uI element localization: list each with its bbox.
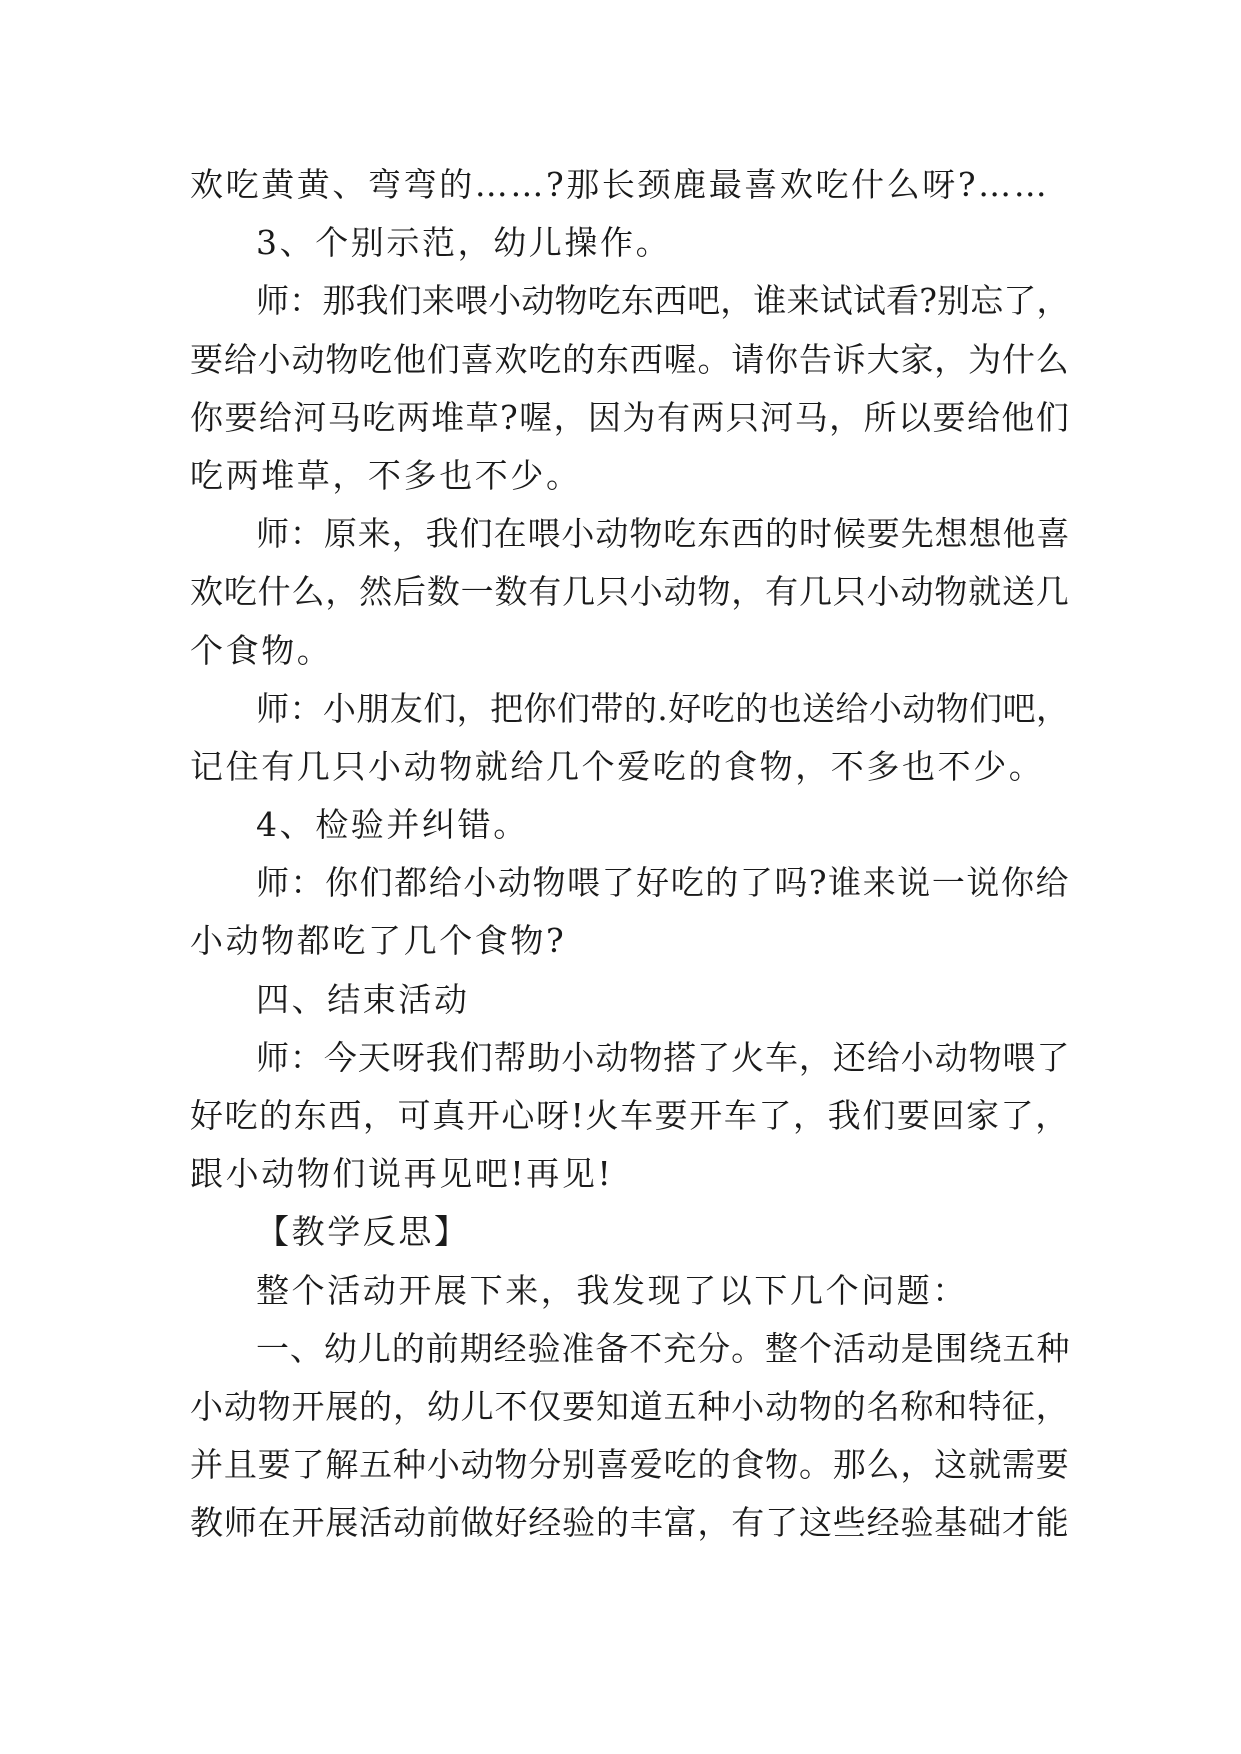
text-line-9: 个食物。: [190, 630, 333, 670]
text-line-21: 一、幼儿的前期经验准备不充分。整个活动是围绕五种: [256, 1328, 1071, 1368]
body-text: [190, 156, 1070, 1553]
text-line-14: 小动物都吃了几个食物?: [190, 921, 567, 961]
text-line-18: 跟小动物们说再见吧!再见!: [190, 1154, 614, 1194]
text-line-7: 师：原来，我们在喂小动物吃东西的时候要先想想他喜: [256, 514, 1071, 554]
text-line-5: 你要给河马吃两堆草?喔，因为有两只河马，所以要给他们: [190, 397, 1071, 437]
text-line-13: 师：你们都给小动物喂了好吃的了吗?谁来说一说你给: [256, 863, 1071, 903]
text-line-8: 欢吃什么，然后数一数有几只小动物，有几只小动物就送几: [190, 572, 1070, 612]
text-line-2: 3、个别示范，幼儿操作。: [256, 223, 672, 263]
text-line-4: 要给小动物吃他们喜欢吃的东西喔。请你告诉大家，为什么: [190, 339, 1070, 379]
text-line-20: 整个活动开展下来，我发现了以下几个问题：: [256, 1270, 968, 1310]
text-line-11: 记住有几只小动物就给几个爱吃的食物，不多也不少。: [190, 746, 1045, 786]
text-line-10: 师：小朋友们，把你们带的.好吃的也送给小动物们吧，: [256, 688, 1070, 728]
text-line-24: 教师在开展活动前做好经验的丰富，有了这些经验基础才能: [190, 1503, 1070, 1543]
text-line-6: 吃两堆草，不多也不少。: [190, 455, 582, 495]
text-line-3: 师：那我们来喂小动物吃东西吧，谁来试试看?别忘了，: [256, 281, 1070, 321]
section-heading-reflection: 【教学反思】: [256, 1212, 470, 1252]
text-line-16: 师：今天呀我们帮助小动物搭了火车，还给小动物喂了: [256, 1037, 1071, 1077]
text-line-12: 4、检验并纠错。: [256, 805, 529, 845]
text-line-17: 好吃的东西，可真开心呀!火车要开车了，我们要回家了，: [190, 1096, 1070, 1135]
text-line-23: 并且要了解五种小动物分别喜爱吃的食物。那么，这就需要: [190, 1445, 1070, 1485]
text-line-1: 欢吃黄黄、弯弯的……?那长颈鹿最喜欢吃什么呀?……: [190, 165, 1050, 204]
text-line-22: 小动物开展的，幼儿不仅要知道五种小动物的名称和特征，: [190, 1386, 1070, 1426]
section-heading-end-activity: 四、结束活动: [256, 979, 470, 1019]
